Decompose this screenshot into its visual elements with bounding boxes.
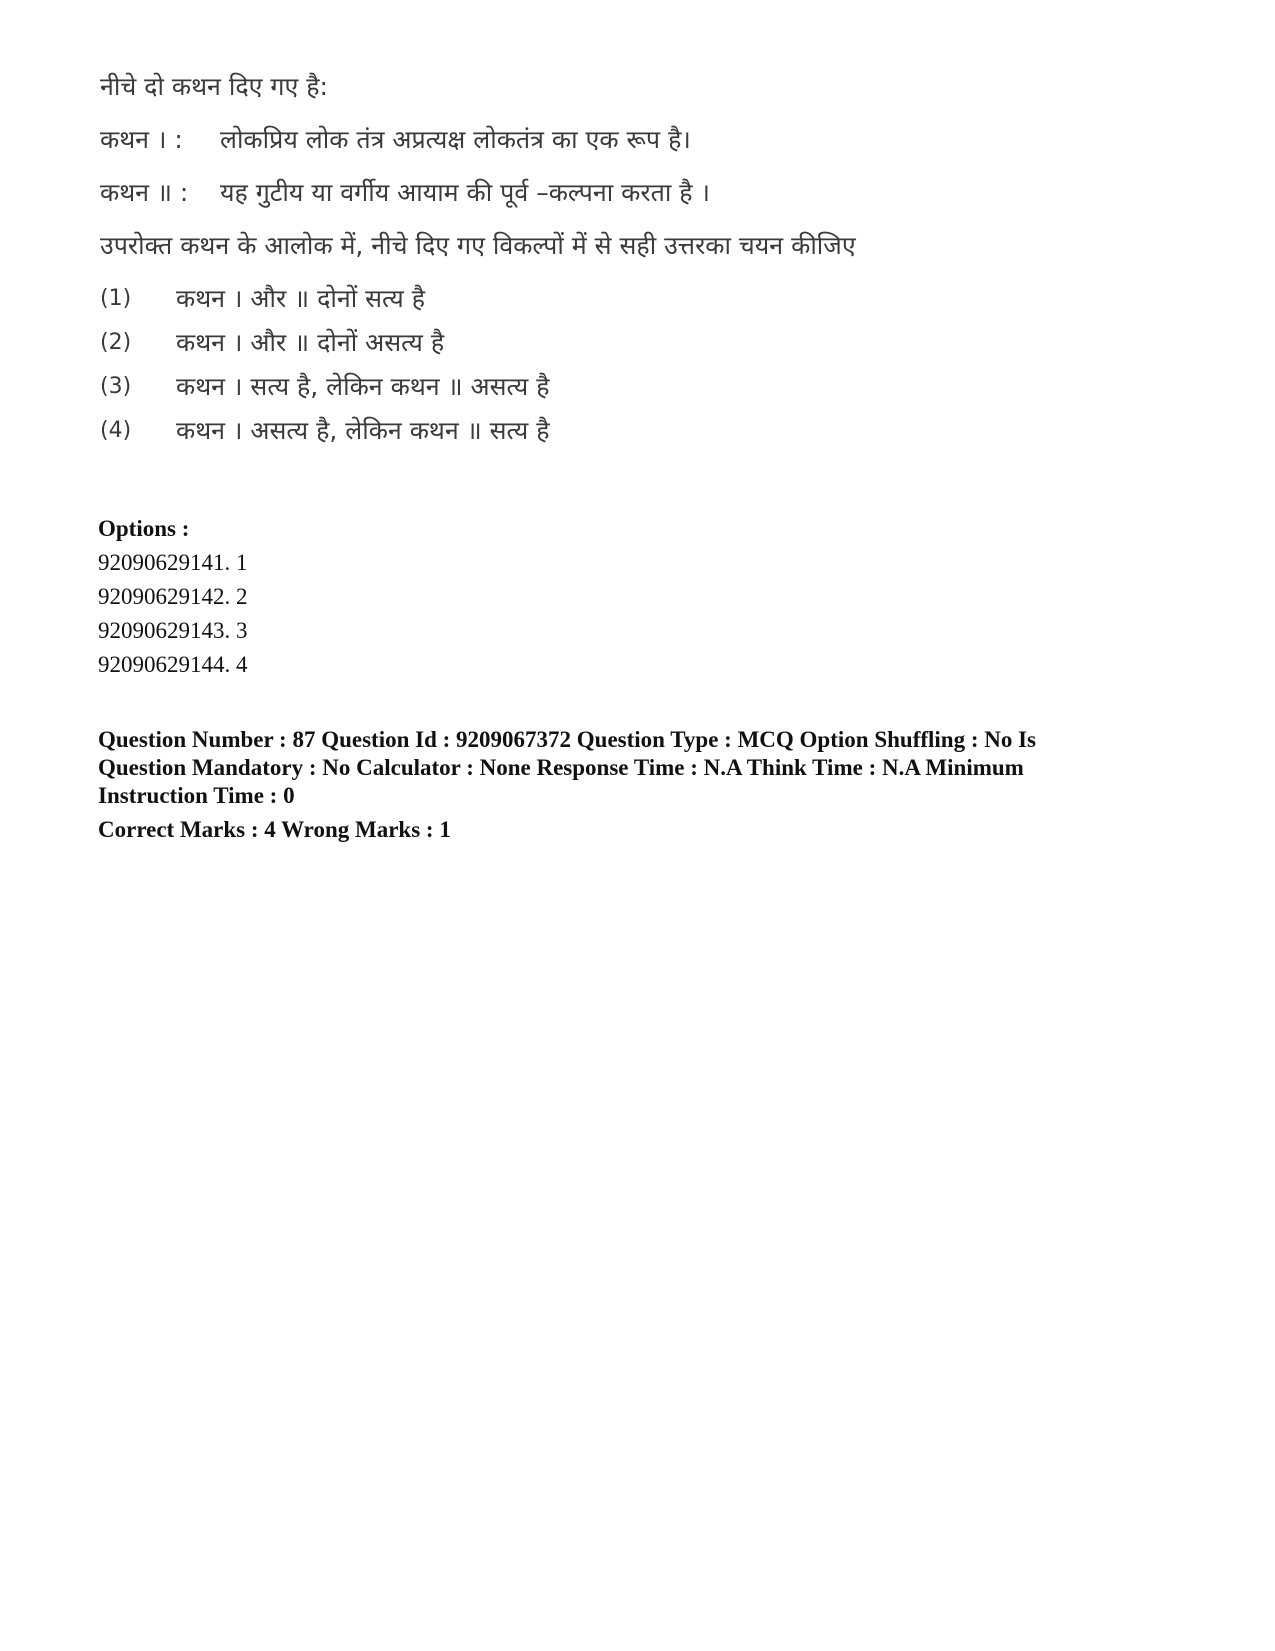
choice-3-text: कथन । सत्य है, लेकिन कथन ॥ असत्य है <box>176 372 550 401</box>
marks-line: Correct Marks : 4 Wrong Marks : 1 <box>98 817 451 842</box>
question-details: Question Number : 87 Question Id : 9209067372 Question Type : MCQ Option Shuffling : No Is Question Mandatory : No Calculator : None Response Time : N.A Think Time : N.A Minimum Instruction Time : 0 <box>98 727 1037 808</box>
choice-1-number: (1) <box>100 286 132 311</box>
choice-2-number: (2) <box>100 330 132 355</box>
option-item-4: 92090629144. 4 <box>98 652 248 677</box>
choice-2-text: कथन । और ॥ दोनों असत्य है <box>176 328 445 357</box>
choice-4-text: कथन । असत्य है, लेकिन कथन ॥ सत्य है <box>176 416 550 445</box>
question-image <box>100 70 920 458</box>
choice-4 <box>100 414 920 448</box>
choice-1 <box>100 282 920 316</box>
choice-2 <box>100 326 920 360</box>
statement-1-label: कथन । : <box>100 125 183 154</box>
option-item-1: 92090629141. 1 <box>98 550 248 575</box>
statement-1 <box>100 123 920 157</box>
choice-4-number: (4) <box>100 418 132 443</box>
statement-2 <box>100 176 920 210</box>
options-list <box>98 512 248 682</box>
question-metadata <box>98 726 1108 844</box>
option-item-2: 92090629142. 2 <box>98 584 248 609</box>
option-item-3: 92090629143. 3 <box>98 618 248 643</box>
choice-3-number: (3) <box>100 374 132 399</box>
options-title: Options : <box>98 516 190 541</box>
statement-2-label: कथन ॥ : <box>100 178 189 207</box>
choice-3 <box>100 370 920 404</box>
choice-1-text: कथन । और ॥ दोनों सत्य है <box>176 284 426 313</box>
question-instruction: उपरोक्त कथन के आलोक में, नीचे दिए गए विकल्पों में से सही उत्तरका चयन कीजिए <box>100 231 856 260</box>
statement-2-text: यह गुटीय या वर्गीय आयाम की पूर्व –कल्पना करता है । <box>220 178 710 207</box>
question-intro: नीचे दो कथन दिए गए है: <box>100 72 328 101</box>
statement-1-text: लोकप्रिय लोक तंत्र अप्रत्यक्ष लोकतंत्र का एक रूप है। <box>220 125 691 154</box>
